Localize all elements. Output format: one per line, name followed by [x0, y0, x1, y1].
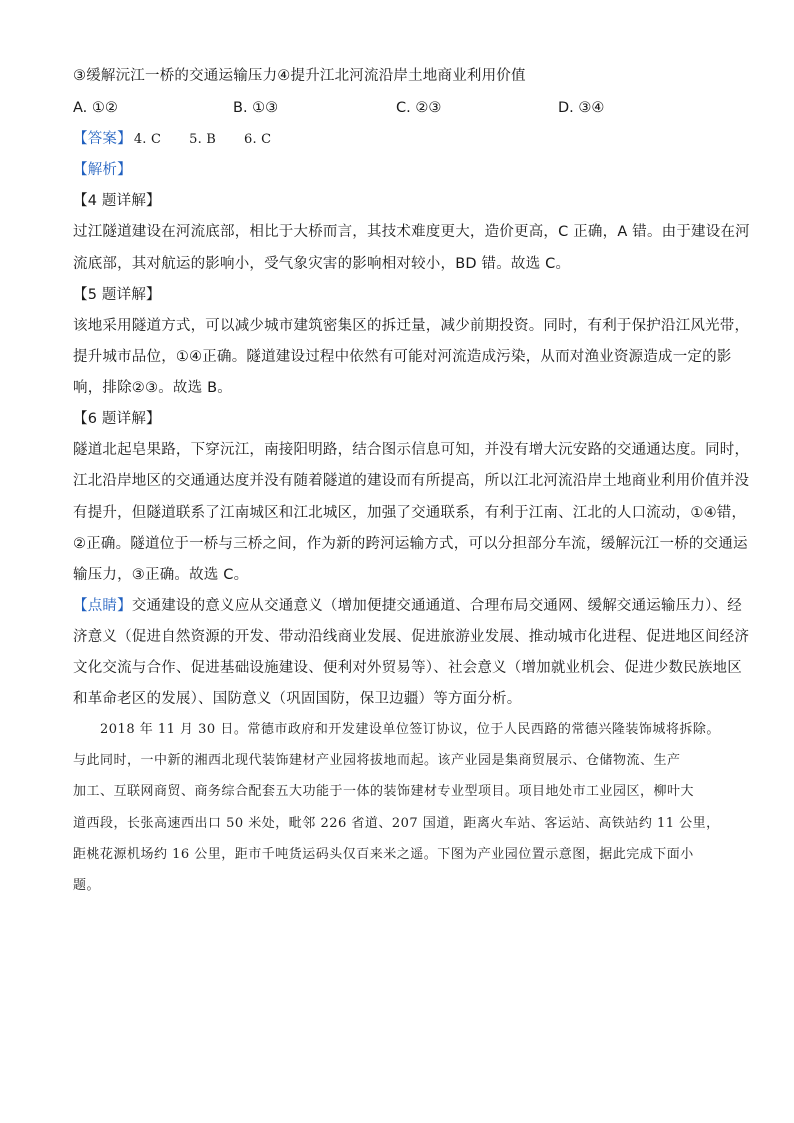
passage-line: 与此同时，一中新的湘西北现代装饰建材产业园将拔地而起。该产业园是集商贸展示、仓储物流、生产	[73, 753, 681, 768]
q6-line: ②正确。隧道位于一桥与三桥之间，作为新的跨河运输方式，可以分担部分车流，缓解沅江一桥的交通运	[73, 536, 748, 552]
answer-line	[73, 129, 723, 150]
passage-line: 加工、互联网商贸、商务综合配套五大功能于一体的装饰建材专业型项目。项目地处市工业园区，柳叶大	[73, 784, 695, 799]
passage-line: 2018 年 11 月 30 日。常德市政府和开发建设单位签订协议，位于人民西路的常德兴隆装饰城将拆除。	[100, 722, 720, 737]
q6-title: 【6 题详解】	[73, 411, 161, 427]
q6-line: 隧道北起皂果路，下穿沅江，南接阳明路，结合图示信息可知，并没有增大沅安路的交通通达度。同时，	[73, 442, 750, 458]
q4-title: 【4 题详解】	[73, 193, 161, 209]
comment-line: 文化交流与合作、促进基础设施建设、便利对外贸易等）、社会意义（增加就业机会、促进少数民族地区	[73, 660, 742, 676]
q5-line: 响，排除②③。故选 B。	[73, 380, 232, 396]
option-a: A. ①②	[73, 100, 118, 116]
comment-line: 济意义（促进自然资源的开发、带动沿线商业发展、促进旅游业发展、推动城市化进程、促进地区间经济	[73, 629, 750, 645]
comment-line: 和革命老区的发展）、国防意义（巩固国防，保卫边疆）等方面分析。	[73, 691, 522, 707]
analysis-label: 【解析】	[73, 162, 132, 178]
comment-text: 交通建设的意义应从交通意义（增加便捷交通通道、合理布局交通网、缓解交通运输压力）、经	[131, 598, 742, 614]
answer-6: 6. C	[244, 132, 272, 147]
q6-line: 输压力，③正确。故选 C。	[73, 567, 249, 583]
q6-line: 江北沿岸地区的交通通达度并没有随着隧道的建设而有所提高，所以江北河流沿岸土地商业利用价值并没	[73, 473, 750, 489]
option-d: D. ③④	[558, 100, 605, 116]
option-b: B. ①③	[233, 100, 279, 116]
answer-4: 4. C	[133, 132, 162, 147]
question-stem-tail: ③缓解沅江一桥的交通运输压力④提升江北河流沿岸土地商业利用价值	[73, 68, 526, 84]
q4-line: 流底部，其对航运的影响小，受气象灾害的影响相对较小，BD 错。故选 C。	[73, 256, 571, 272]
q5-title: 【5 题详解】	[73, 287, 161, 303]
q6-line: 有提升，但隧道联系了江南城区和江北城区，加强了交通联系，有利于江南、江北的人口流动，①④错，	[73, 505, 747, 521]
option-c: C. ②③	[396, 100, 442, 116]
comment-line	[73, 596, 742, 616]
q4-line: 过江隧道建设在河流底部，相比于大桥而言，其技术难度更大，造价更高，C 正确，A 错。由于建设在河	[73, 224, 750, 240]
passage-line: 道西段，长张高速西出口 50 米处，毗邻 226 省道、207 国道，距离火车站、客运站、高铁站约 11 公里，	[73, 816, 720, 831]
passage-line: 题。	[73, 878, 101, 893]
q5-line: 提升城市品位，①④正确。隧道建设过程中依然有可能对河流造成污染，从而对渔业资源造成一定的影	[73, 349, 732, 365]
answer-5: 5. B	[189, 132, 216, 147]
passage-line: 距桃花源机场约 16 公里，距市千吨货运码头仅百来米之遥。下图为产业园位置示意图，据此完成下面小	[73, 847, 694, 862]
answer-label: 【答案】	[73, 131, 132, 147]
comment-label: 【点睛】	[73, 598, 132, 614]
q5-line: 该地采用隧道方式，可以减少城市建筑密集区的拆迁量，减少前期投资。同时，有利于保护沿江风光带，	[73, 318, 750, 334]
